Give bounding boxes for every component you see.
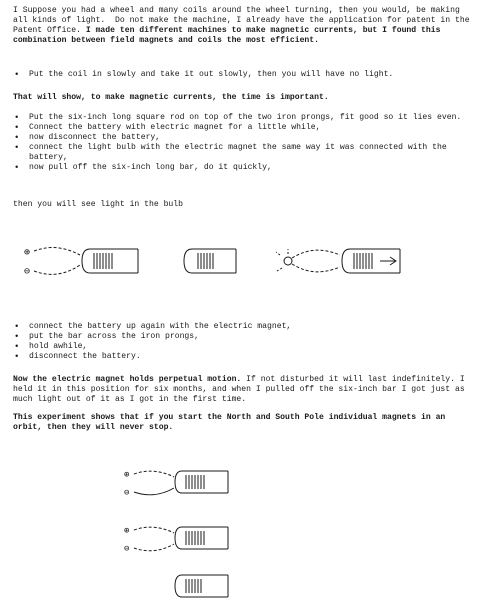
minus-terminal-icon: ⊖	[124, 488, 130, 498]
battery-coil-diagram	[124, 526, 228, 554]
intro-text: I Suppose you had a wheel and many coils around the wheel turning, then you would, be making all kinds of light. Do not make the machine, I already have the application for patent in the Patent Office.	[13, 6, 475, 35]
list-item: • Put the six-inch long square rod on top of the two iron prongs, fit good so it lies even.	[13, 113, 475, 123]
orbit-paragraph: This experiment shows that if you start the North and South Pole individual magnets in an orbit, then they will never stop.	[13, 413, 451, 432]
battery-coil-diagram	[24, 248, 138, 278]
list-item: • hold awhile,	[13, 342, 475, 352]
list-item: • put the bar across the iron prongs,	[13, 332, 475, 342]
figure-column-2	[120, 465, 260, 610]
light-bulb-statement: then you will see light in the bulb	[13, 200, 183, 209]
list-item: • now disconnect the battery,	[13, 133, 475, 143]
list-experiment-steps	[13, 113, 475, 173]
perpetual-motion-paragraph	[13, 375, 475, 405]
figure-row-1	[20, 235, 460, 290]
plus-terminal-icon: ⊕	[124, 470, 130, 480]
list-item: • Connect the battery with electric magnet for a little while,	[13, 123, 475, 133]
timing-statement: That will show, to make magnetic currents, the time is important.	[13, 93, 329, 102]
electric-magnet-diagram	[175, 575, 228, 597]
list-item: • disconnect the battery.	[13, 352, 475, 362]
battery-coil-diagram	[124, 470, 228, 498]
electric-magnet-diagram	[184, 249, 236, 273]
minus-terminal-icon: ⊖	[124, 544, 130, 554]
plus-terminal-icon: ⊕	[24, 248, 31, 259]
list-item: • now pull off the six-inch long bar, do it quickly,	[13, 163, 475, 173]
minus-terminal-icon: ⊖	[24, 267, 31, 278]
list-reconnect-steps	[13, 322, 475, 362]
plus-terminal-icon: ⊕	[124, 526, 130, 536]
intro-bold-text: I made ten different machines to make magnetic currents, but I found this combination between field magnets and coils the most efficient.	[13, 26, 446, 45]
list-item: • Put the coil in slowly and take it out slowly, then you will have no light.	[13, 70, 475, 80]
list-item: • connect the battery up again with the electric magnet,	[13, 322, 475, 332]
bulb-coil-diagram	[276, 249, 400, 273]
perpetual-bold-text: Now the electric magnet holds perpetual motion.	[13, 375, 242, 384]
list-coil-instruction	[13, 70, 475, 80]
intro-paragraph	[13, 6, 475, 46]
perpetual-text: If not disturbed it will last indefinitely. I held it in this position for six months, and when I pulled off the six-inch bar I got just as much light out of it as I got in the first time.	[13, 375, 470, 404]
list-item: • connect the light bulb with the electric magnet the same way it was connected with the battery,	[13, 143, 475, 163]
